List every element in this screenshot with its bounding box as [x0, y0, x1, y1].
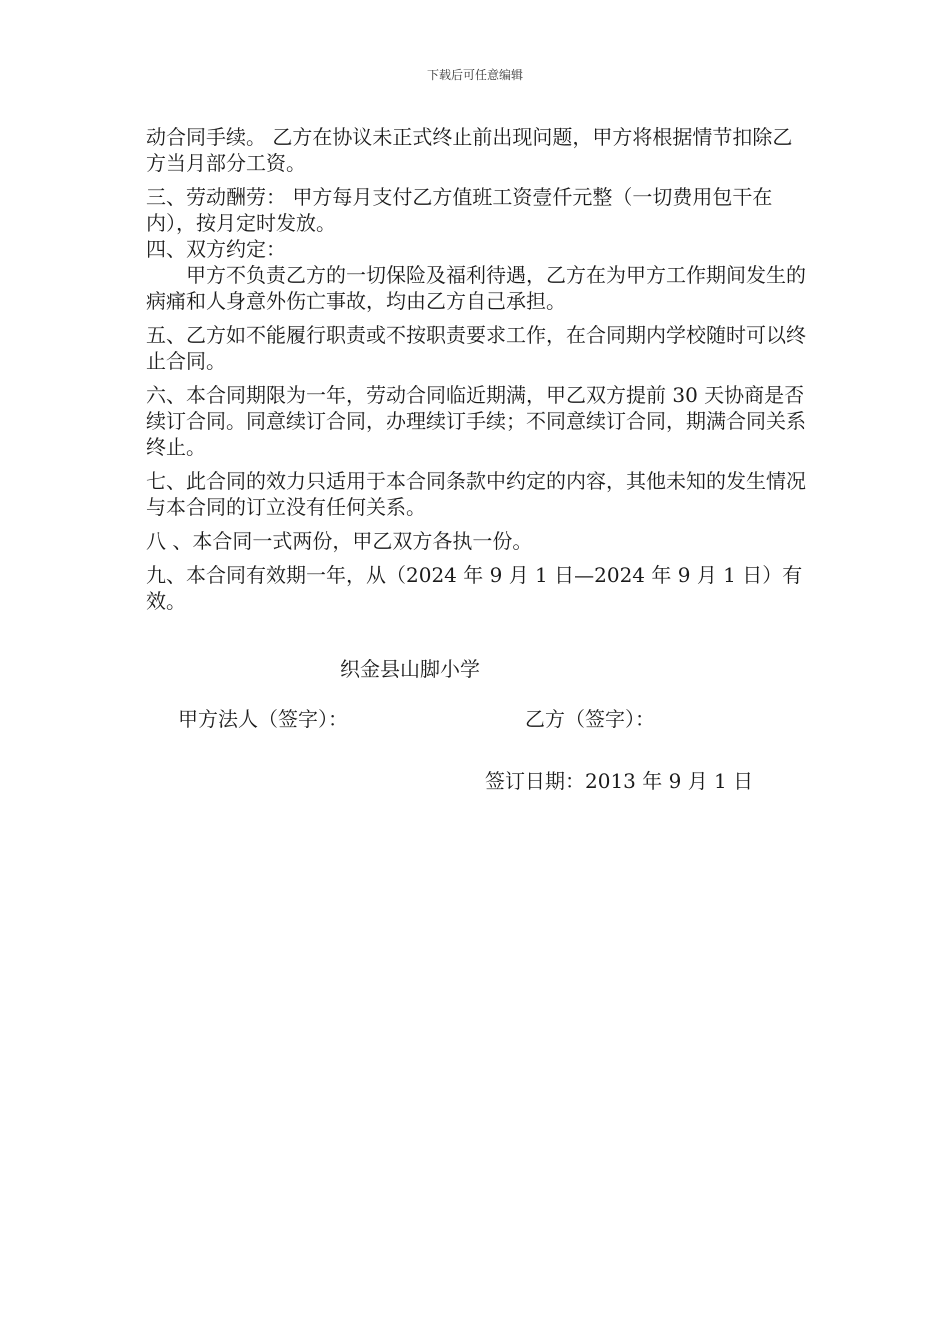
paragraph-clause-4-body: 甲方不负责乙方的一切保险及福利待遇，乙方在为甲方工作期间发生的病痛和人身意外伤亡事故，均由乙方自己承担。 [146, 263, 806, 313]
party-b-signature-label: 乙方（签字）： [525, 707, 655, 731]
paragraph-clause-8-copies: 八 、本合同一式两份，甲乙双方各执一份。 [146, 529, 533, 553]
paragraph-clause-9-validity: 九、本合同有效期一年，从（2024 年 9 月 1 日—2024 年 9 月 1 日）有效。 [146, 563, 803, 613]
contract-body [146, 124, 811, 622]
paragraph-clause-6-term: 六、本合同期限为一年，劳动合同临近期满，甲乙双方提前 30 天协商是否续订合同。同意续订合同，办理续订手续；不同意续订合同，期满合同关系终止。 [146, 383, 806, 459]
paragraph-clause-4-heading: 四、双方约定： [146, 237, 286, 261]
signing-date: 签订日期：2013 年 9 月 1 日 [485, 769, 754, 793]
paragraph-clause-3-salary: 三、劳动酬劳： 甲方每月支付乙方值班工资壹仟元整（一切费用包干在内），按月定时发放。 [146, 185, 773, 235]
party-a-signature-label: 甲方法人（签字）： [178, 707, 348, 731]
paragraph-continuation: 动合同手续。 乙方在协议未正式终止前出现问题，甲方将根据情节扣除乙方当月部分工资。 [146, 125, 793, 175]
paragraph-clause-7-scope: 七、此合同的效力只适用于本合同条款中约定的内容，其他未知的发生情况与本合同的订立没有任何关系。 [146, 469, 806, 519]
page-header-note: 下载后可任意编辑 [426, 68, 523, 82]
paragraph-clause-5-termination: 五、乙方如不能履行职责或不按职责要求工作，在合同期内学校随时可以终止合同。 [146, 323, 806, 373]
school-name: 织金县山脚小学 [340, 657, 480, 681]
